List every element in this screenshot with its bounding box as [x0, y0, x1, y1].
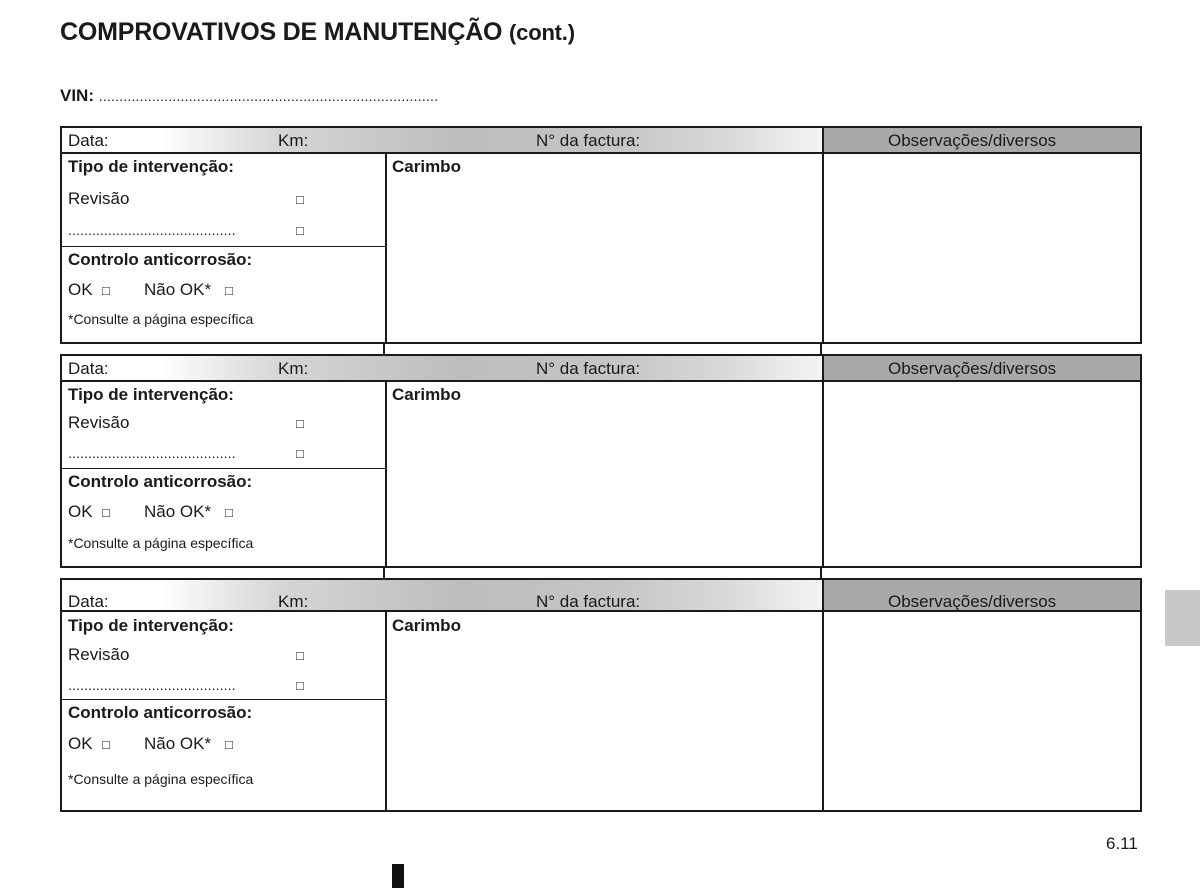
ok-checkbox[interactable]: □	[102, 283, 110, 298]
intervention-column	[62, 382, 387, 566]
record-body	[60, 612, 1142, 812]
carimbo-label: Carimbo	[392, 616, 461, 635]
vin-label: VIN:	[60, 86, 94, 105]
vin-line	[60, 86, 438, 106]
observations-column	[822, 382, 824, 566]
consulte-note: *Consulte a página específica	[68, 311, 254, 327]
other-intervention-checkbox[interactable]: □	[296, 678, 304, 693]
carimbo-label: Carimbo	[392, 157, 461, 176]
header-factura-label: N° da factura:	[536, 359, 641, 378]
controlo-anticorrosao-label: Controlo anticorrosão:	[68, 472, 253, 491]
consulte-note: *Consulte a página específica	[68, 771, 254, 787]
header-obs-label: Observações/diversos	[888, 592, 1057, 611]
print-mark	[392, 864, 404, 888]
other-intervention-checkbox[interactable]: □	[296, 223, 304, 238]
carimbo-label: Carimbo	[392, 385, 461, 404]
tipo-intervencao-label: Tipo de intervenção:	[68, 616, 234, 635]
section-divider	[62, 699, 385, 700]
record-header	[60, 126, 1142, 154]
revisao-label: Revisão	[68, 645, 130, 664]
controlo-anticorrosao-label: Controlo anticorrosão:	[68, 250, 253, 269]
other-intervention-dots: ..........................................	[68, 677, 236, 693]
section-divider	[62, 468, 385, 469]
other-intervention-dots: ..........................................	[68, 445, 236, 461]
nao-ok-label: Não OK*	[144, 734, 212, 753]
intervention-column	[62, 154, 387, 342]
other-intervention-dots: ..........................................	[68, 222, 236, 238]
revisao-checkbox[interactable]: □	[296, 416, 304, 431]
ok-label: OK	[68, 734, 93, 753]
header-obs-label: Observações/diversos	[888, 131, 1057, 150]
revisao-checkbox[interactable]: □	[296, 192, 304, 207]
page-title-suffix: (cont.)	[509, 20, 575, 45]
observations-column	[822, 154, 824, 342]
ok-label: OK	[68, 280, 93, 299]
tipo-intervencao-label: Tipo de intervenção:	[68, 157, 234, 176]
header-data-label: Data:	[68, 359, 109, 378]
other-intervention-checkbox[interactable]: □	[296, 446, 304, 461]
vin-dots: ...................................................................................	[98, 88, 439, 104]
page-title	[60, 18, 575, 47]
header-factura-label: N° da factura:	[536, 592, 641, 611]
record-header	[60, 578, 1142, 612]
header-data-label: Data:	[68, 592, 109, 611]
page-title-main: COMPROVATIVOS DE MANUTENÇÃO	[60, 18, 503, 46]
observations-column	[822, 612, 824, 810]
header-obs-label: Observações/diversos	[888, 359, 1057, 378]
revisao-label: Revisão	[68, 189, 130, 208]
intervention-column	[62, 612, 387, 810]
header-data-label: Data:	[68, 131, 109, 150]
controlo-anticorrosao-label: Controlo anticorrosão:	[68, 703, 253, 722]
consulte-note: *Consulte a página específica	[68, 535, 254, 551]
nao-ok-checkbox[interactable]: □	[225, 283, 233, 298]
header-km-label: Km:	[278, 359, 309, 378]
section-tab-marker	[1165, 590, 1200, 646]
revisao-checkbox[interactable]: □	[296, 648, 304, 663]
record-body	[60, 154, 1142, 344]
ok-label: OK	[68, 502, 93, 521]
header-km-label: Km:	[278, 131, 309, 150]
tipo-intervencao-label: Tipo de intervenção:	[68, 385, 234, 404]
header-factura-label: N° da factura:	[536, 131, 641, 150]
ok-checkbox[interactable]: □	[102, 505, 110, 520]
record-body	[60, 382, 1142, 568]
nao-ok-checkbox[interactable]: □	[225, 505, 233, 520]
header-km-label: Km:	[278, 592, 309, 611]
nao-ok-label: Não OK*	[144, 280, 212, 299]
nao-ok-label: Não OK*	[144, 502, 212, 521]
page-number: 6.11	[1106, 834, 1138, 853]
ok-checkbox[interactable]: □	[102, 737, 110, 752]
record-header	[60, 354, 1142, 382]
revisao-label: Revisão	[68, 413, 130, 432]
section-divider	[62, 246, 385, 247]
nao-ok-checkbox[interactable]: □	[225, 737, 233, 752]
